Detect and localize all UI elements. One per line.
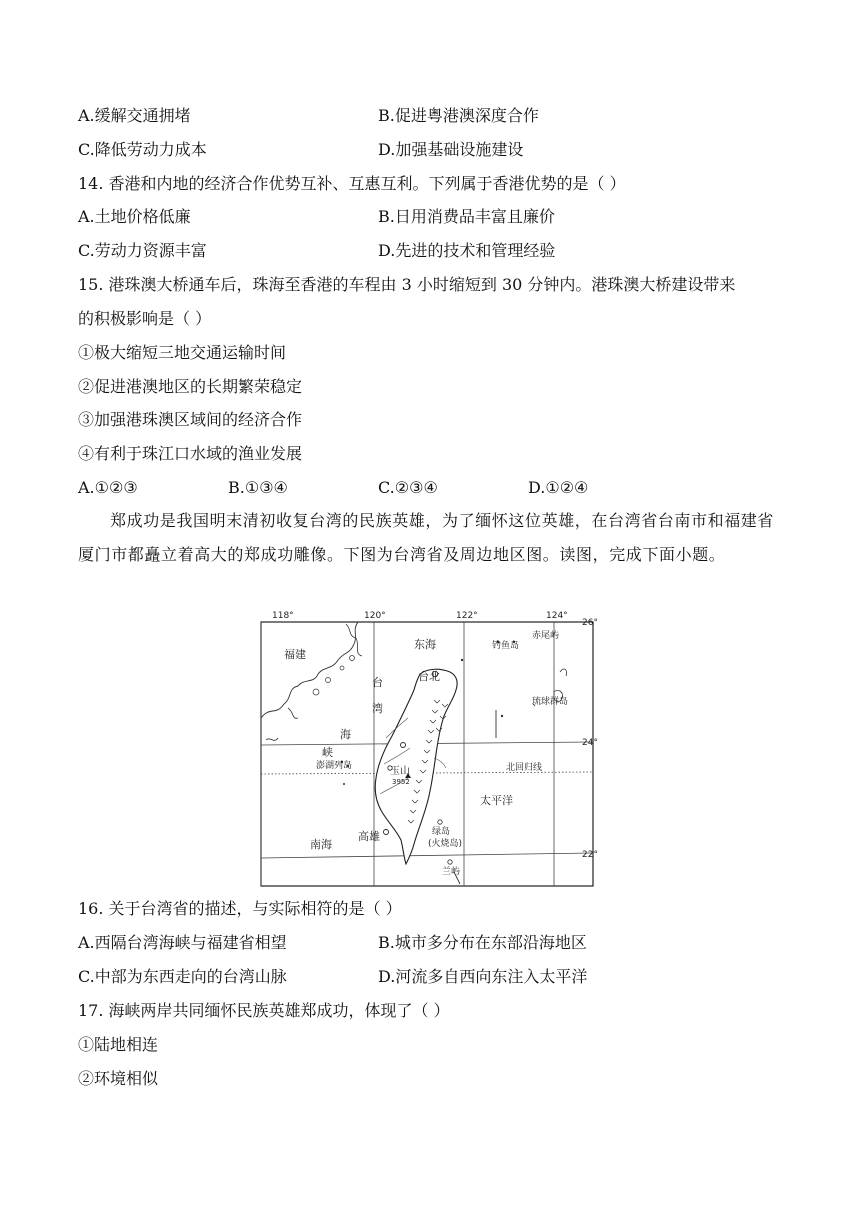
- penghu-label: 澎湖列岛: [316, 761, 353, 771]
- q16-option-d: D.河流多自西向东注入太平洋: [378, 967, 588, 986]
- tropic-label: 北回归线: [506, 763, 543, 773]
- q16-stem: 16. 关于台湾省的描述，与实际相符的是（ ）: [78, 899, 402, 918]
- taibei-label: 台北: [418, 670, 440, 683]
- lat-26-label: 26°: [582, 618, 598, 628]
- q14-option-b: B.日用消费品丰富且廉价: [378, 207, 555, 226]
- yushan-height-label: 3952: [392, 778, 410, 786]
- strait-label-hai: 海: [340, 728, 351, 741]
- q17-item-1: ①陆地相连: [78, 1035, 159, 1054]
- q15-stem-line2: 的积极影响是（ ）: [78, 309, 212, 328]
- q15-option-b: B.①③④: [228, 478, 288, 497]
- reading-passage: 郑成功是我国明末清初收复台湾的民族英雄，为了缅怀这位英雄，在台湾省台南市和福建省厦门市都矗立着高大的郑成功雕像。下图为台湾省及周边地区图。读图，完成下面小题。: [78, 511, 775, 564]
- q14-stem: 14. 香港和内地的经济合作优势互补、互惠互利。下列属于香港优势的是（ ）: [78, 174, 626, 193]
- q13-option-c: C.降低劳动力成本: [78, 140, 207, 159]
- q17-stem: 17. 海峡两岸共同缅怀民族英雄郑成功，体现了（ ）: [78, 1001, 450, 1020]
- donghai-label: 东海: [414, 638, 436, 651]
- q15-option-a: A.①②③: [78, 478, 138, 497]
- lvdao-label: 绿岛: [432, 827, 451, 837]
- q15-item-4: ④有利于珠江口水域的渔业发展: [78, 444, 303, 463]
- lon-124-label: 124°: [546, 611, 568, 621]
- lon-122-label: 122°: [456, 611, 478, 621]
- pacific-label: 太平洋: [480, 794, 513, 807]
- q16-option-c: C.中部为东西走向的台湾山脉: [78, 967, 287, 986]
- yushan-label: 玉山: [390, 766, 410, 777]
- q15-item-1: ①极大缩短三地交通运输时间: [78, 343, 287, 362]
- q15-stem-line1: 15. 港珠澳大桥通车后，珠海至香港的车程由 3 小时缩短到 30 分钟内。港珠澳大桥建设带来: [78, 275, 736, 294]
- taiwan-map: [258, 608, 598, 888]
- strait-label-wan: 湾: [372, 702, 383, 715]
- lat-22-label: 22°: [582, 850, 598, 860]
- q16-option-a: A.西隔台湾海峡与福建省相望: [78, 933, 287, 952]
- q15-item-2: ②促进港澳地区的长期繁荣稳定: [78, 377, 303, 396]
- lon-118-label: 118°: [272, 611, 294, 621]
- q13-option-d: D.加强基础设施建设: [378, 140, 524, 159]
- q14-option-a: A.土地价格低廉: [78, 207, 191, 226]
- q14-option-d: D.先进的技术和管理经验: [378, 241, 556, 260]
- q17-item-2: ②环境相似: [78, 1069, 159, 1088]
- liuqiu-label: 琉球群岛: [532, 697, 569, 707]
- strait-label-tai: 台: [372, 676, 383, 689]
- q13-option-a: A.缓解交通拥堵: [78, 106, 191, 125]
- huoshaodao-label: (火烧岛): [428, 839, 463, 849]
- q15-item-3: ③加强港珠澳区域间的经济合作: [78, 410, 303, 429]
- nanhai-label: 南海: [310, 838, 332, 851]
- q15-option-d: D.①②④: [528, 478, 589, 497]
- lon-120-label: 120°: [364, 611, 386, 621]
- q13-option-b: B.促进粤港澳深度合作: [378, 106, 539, 125]
- q15-option-c: C.②③④: [378, 478, 438, 497]
- fujian-label: 福建: [284, 648, 306, 661]
- strait-label-xia: 峡: [322, 746, 333, 759]
- q16-option-b: B.城市多分布在东部沿海地区: [378, 933, 587, 952]
- chiweiyu-label: 赤尾屿: [532, 631, 560, 641]
- lat-24-label: 24°: [582, 738, 598, 748]
- diaoyudao-label: 钓鱼岛: [492, 641, 520, 651]
- gaoxiong-city-marker: [384, 830, 389, 835]
- gaoxiong-label: 高雄: [358, 830, 380, 843]
- q14-option-c: C.劳动力资源丰富: [78, 241, 207, 260]
- lanyu-label: 兰屿: [442, 867, 461, 877]
